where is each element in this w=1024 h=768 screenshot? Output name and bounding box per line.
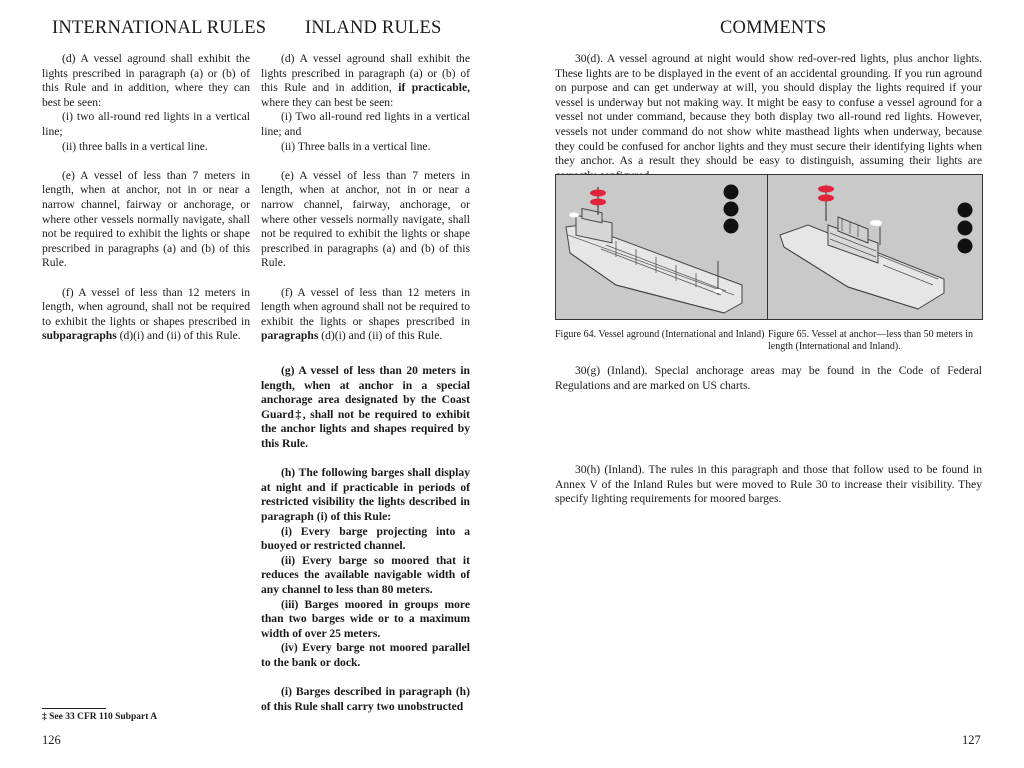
international-rules-column <box>42 52 250 344</box>
vessel-at-anchor-illustration <box>768 175 982 319</box>
red-light-upper <box>590 190 606 197</box>
anchor-light <box>870 220 882 226</box>
day-shape-ball-2 <box>724 202 739 217</box>
inland-rule-h-ii: (ii) Every barge so moored that it reduces the available navigable width of any channel to less than 80 meters. <box>261 553 470 596</box>
intl-rule-e: (e) A vessel of less than 7 meters in length, when at anchor, not in or near a narrow channel, fairway or anchorage, or where other vessels normally navigate, shall not be required to exhibit the lights or shape prescribed in paragraphs (a) and (b) of this Rule. <box>42 168 250 270</box>
page-number-left: 126 <box>42 733 61 747</box>
day-shape-ball-1 <box>958 203 973 218</box>
figure-64-vessel-aground <box>555 174 769 320</box>
inland-rules-column <box>261 52 470 344</box>
inland-rule-g: (g) A vessel of less than 20 meters in length, when at anchor in a special anchorage area designated by the Coast Guard‡, shall not be required to exhibit the anchor lights and shapes required by this Rule. <box>261 364 470 450</box>
inland-rule-h-i: (i) Every barge projecting into a buoyed or restricted channel. <box>261 524 470 553</box>
comment-30d: 30(d). A vessel aground at night would show red-over-red lights, plus anchor lights. These lights are to be displayed in the event of an accidental grounding. If you run aground on purpose and can get underway at will, you should display the lights required if your vessel is underway but not making way. It might be easy to confuse a vessel aground for a vessel not under command, because they both display two all-round red lights. However, vessels not under command do not show white masthead lights when underway, because they could be confused for anchor lights and they must secure their identifying lights when they anchor. As a result they should be easy to distinguish, assuming their lights are <box>555 52 982 168</box>
inland-rule-h-iv: (iv) Every barge not moored parallel to the bank or dock. <box>261 641 470 669</box>
intl-rule-d-ii: (ii) three balls in a vertical line. <box>62 139 208 153</box>
comment-30g: 30(g) (Inland). Special anchorage areas may be found in the Code of Federal Regulations and are marked on US charts. <box>555 364 982 392</box>
anchor-light-aft <box>714 289 722 293</box>
intl-rule-f: (f) A vessel of less than 12 meters in length, when aground, shall not be required to exhibit the lights or shapes prescribed in subparagraphs (d)(i) and (ii) of this Rule. <box>42 285 250 343</box>
inland-rule-i: (i) Barges described in paragraph (h) of this Rule shall carry two unobstructed <box>261 685 470 713</box>
figure-65-vessel-at-anchor <box>767 174 983 320</box>
day-shape-ball-2 <box>958 221 973 236</box>
comments-header: COMMENTS <box>720 18 827 38</box>
comment-30h: 30(h) (Inland). The rules in this paragraph and those that follow used to be found in Annex V of the Inland Rules but were moved to Rule 30 to increase their visibility. They specify lighting requirements for moored barges. <box>555 463 982 506</box>
international-rules-header: INTERNATIONAL RULES <box>52 18 267 38</box>
anchor-light-fore <box>569 213 579 218</box>
day-shape-ball-3 <box>724 219 739 234</box>
inland-rules-header: INLAND RULES <box>305 18 442 38</box>
inland-rule-h-iii: (iii) Barges moored in groups more than two barges wide or to a maximum width of over 25 meters. <box>261 597 470 640</box>
inland-rule-d-ii: (ii) Three balls in a vertical line. <box>281 139 431 153</box>
inland-rule-d-intro: (d) A vessel aground shall exhibit the lights prescribed in paragraph (a) or (b) of this Rule and in addition, if practicable, where they can best be seen: <box>261 52 470 109</box>
intl-rule-d-intro: (d) A vessel aground shall exhibit the lights prescribed in paragraph (a) or (b) of this Rule and in addition, where they can best be seen: <box>42 52 250 109</box>
intl-rule-d-i: (i) two all-round red lights in a vertical line; <box>42 110 250 138</box>
day-shape-ball-3 <box>958 239 973 254</box>
inland-rules-bold-section <box>261 364 470 714</box>
day-shape-ball-1 <box>724 185 739 200</box>
inland-rule-f: (f) A vessel of less than 12 meters in length when aground shall not be required to exhibit the lights or shapes prescribed in paragraphs (d)(i) and (ii) of this Rule. <box>261 285 470 343</box>
red-light-lower <box>590 199 606 206</box>
red-light-upper <box>818 186 834 193</box>
figure-65-caption: Figure 65. Vessel at anchor—less than 50 meters in length (International and Inland). <box>768 329 974 352</box>
red-light-lower <box>818 195 834 202</box>
inland-rule-d-i: (i) Two all-round red lights in a vertical line; and <box>261 110 470 138</box>
footnote-rule <box>42 708 106 709</box>
figure-64-caption: Figure 64. Vessel aground (International and Inland) <box>555 329 765 340</box>
inland-rule-e: (e) A vessel of less than 7 meters in length, when at anchor, not in or near a narrow channel, fairway, anchorage, or where other vessels normally navigate, shall not be required to exhibit the lights or shape prescribed in paragraphs (a) and (b) of this Rule. <box>261 168 470 270</box>
inland-rule-h: (h) The following barges shall display at night and if practicable in periods of restricted visibility the lights described in paragraph (i) of this Rule: <box>261 466 470 523</box>
footnote: ‡ See 33 CFR 110 Subpart A <box>42 712 158 722</box>
vessel-aground-illustration <box>556 175 768 319</box>
page-number-right: 127 <box>962 733 981 747</box>
